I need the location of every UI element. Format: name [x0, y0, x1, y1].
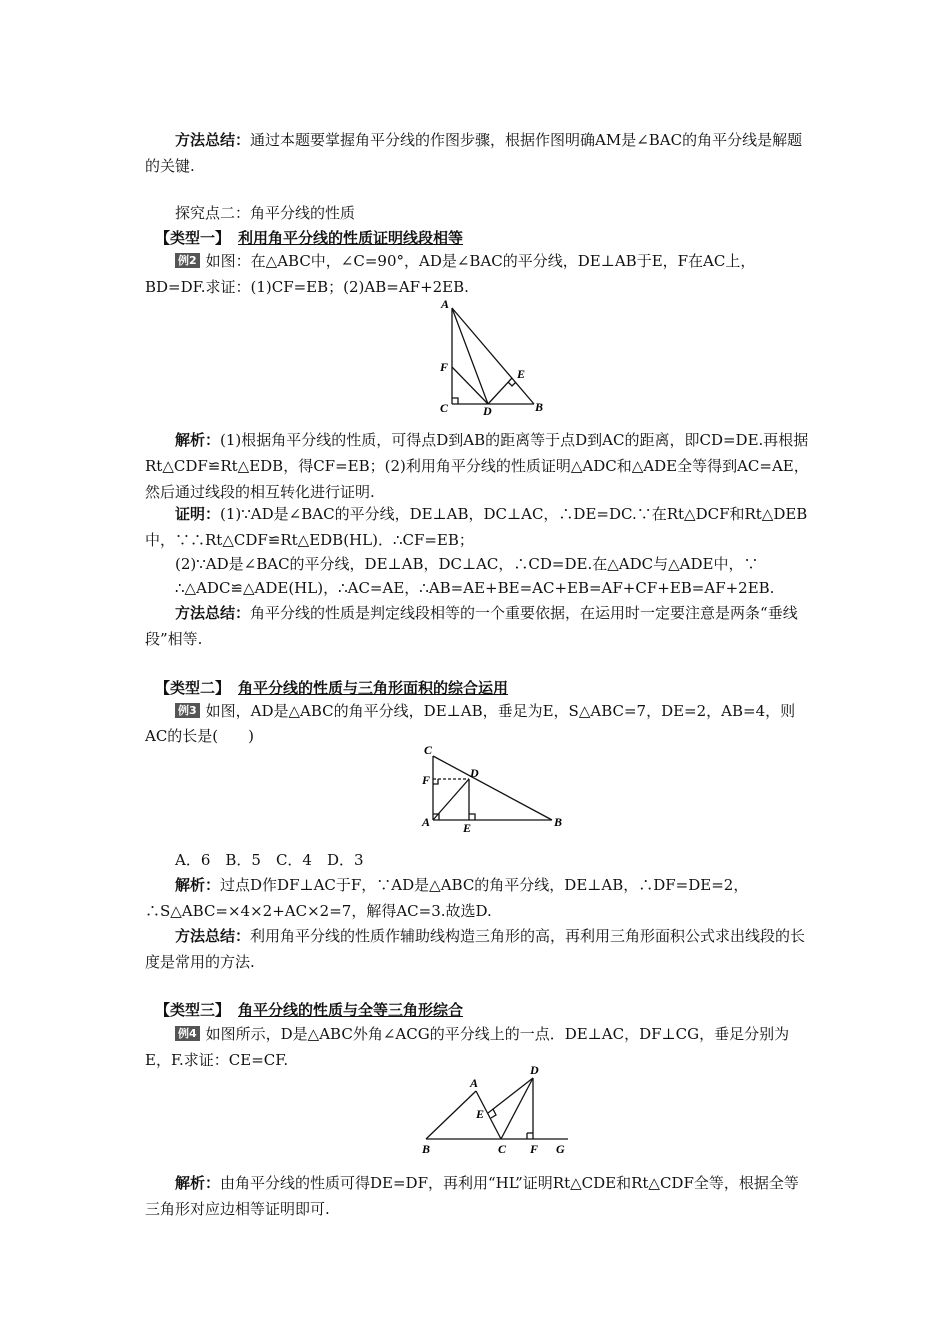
fig1-label-d: D — [483, 404, 492, 418]
fig1-label-a: A — [441, 298, 450, 311]
type3-problem: 例4 如图所示，D是△ABC外角∠ACG的平分线上的一点．DE⊥AC，DF⊥CG，垂足分别为E，F.求证：CE=CF. — [145, 1025, 790, 1069]
type1-problem-line2: BD=DF.求证：(1)CF=EB；(2)AB=AF+2EB. — [145, 278, 469, 296]
fig3-label-f: F — [530, 1142, 539, 1156]
type1-problem-line1: 例2 如图：在△ABC中，∠C=90°，AD是∠BAC的平分线，DE⊥AB于E，F在AC上， — [175, 249, 840, 273]
fig3-label-b: B — [422, 1142, 431, 1156]
fig1-label-c: C — [440, 401, 449, 415]
fig1-label-f: F — [440, 360, 449, 374]
figure-triangle-abc-3 — [418, 1064, 573, 1156]
fig3-label-d: D — [530, 1064, 539, 1077]
method-summary-1 — [145, 127, 810, 179]
method-summary-label: 方法总结： — [175, 131, 251, 149]
type2-summary: 方法总结：利用角平分线的性质作辅助线构造三角形的高，再利用三角形面积公式求出线段的长度是常用的方法. — [145, 927, 806, 971]
fig2-label-f: F — [422, 773, 431, 787]
fig2-label-d: D — [470, 766, 479, 780]
type1-heading: 【类型一】 利用角平分线的性质证明线段相等 — [155, 229, 464, 247]
fig3-label-e: E — [476, 1107, 485, 1121]
type3-heading: 【类型三】 角平分线的性质与全等三角形综合 — [155, 1001, 464, 1019]
fig2-label-c: C — [424, 743, 433, 757]
fig2-label-b: B — [554, 815, 563, 829]
section-title: 探究点二：角平分线的性质 — [175, 204, 356, 222]
method-summary-text: 通过本题要掌握角平分线的作图步骤，根据作图明确AM是∠BAC的角平分线是解题的关键. — [145, 131, 803, 175]
fig1-label-e: E — [517, 367, 526, 381]
fig3-label-c: C — [498, 1142, 507, 1156]
type1-proof: 证明：(1)∵AD是∠BAC的平分线，DE⊥AB，DC⊥AC，∴DE=DC.∵在Rt△DCF和Rt△DEB中，∵∴Rt△CDF≌Rt△EDB(HL)．∴CF=EB； — [145, 505, 808, 549]
example-tag: 例2 — [175, 253, 200, 268]
type1-analysis: 解析：(1)根据角平分线的性质，可得点D到AB的距离等于点D到AC的距离，即CD=DE.再根据Rt△CDF≌Rt△EDB，得CF=EB；(2)利用角平分线的性质证明△ADC和△ADE全等得到AC=AE，然后通过线段的相互转化进行证明. — [145, 431, 809, 501]
type2-options: A．6 B．5 C．4 D．3 — [175, 851, 364, 869]
fig2-label-a: A — [422, 815, 431, 829]
type1-proof2-line2: ∴△ADC≌△ADE(HL)，∴AC=AE，∴AB=AE+BE=AC+EB=AF+CF+EB=AF+2EB. — [175, 579, 775, 597]
fig3-label-g: G — [556, 1142, 565, 1156]
figure-triangle-abc-1 — [430, 298, 550, 418]
fig3-label-a: A — [470, 1076, 479, 1090]
figure-triangle-abc-2 — [418, 742, 568, 834]
type2-problem-line2: AC的长是( ) — [145, 727, 255, 745]
type1-proof2-line1: (2)∵AD是∠BAC的平分线，DE⊥AB，DC⊥AC，∴CD=DE.在△ADC与△ADE中，∵ — [175, 555, 759, 573]
type2-problem-line1: 例3 如图，AD是△ABC的角平分线，DE⊥AB，垂足为E，S△ABC=7，DE=2，AB=4，则 — [175, 699, 840, 723]
fig2-label-e: E — [463, 821, 472, 834]
type2-heading: 【类型二】 角平分线的性质与三角形面积的综合运用 — [155, 679, 509, 697]
fig1-label-b: B — [535, 400, 544, 414]
type2-analysis: 解析：过点D作DF⊥AC于F，∵AD是△ABC的角平分线，DE⊥AB，∴DF=DE=2，∴S△ABC=×4×2+AC×2=7，解得AC=3.故选D. — [145, 876, 749, 920]
type3-analysis: 解析：由角平分线的性质可得DE=DF，再利用“HL”证明Rt△CDE和Rt△CDF全等，根据全等三角形对应边相等证明即可. — [145, 1174, 799, 1218]
type1-summary: 方法总结：角平分线的性质是判定线段相等的一个重要依据，在运用时一定要注意是两条“垂线段”相等. — [145, 604, 798, 648]
